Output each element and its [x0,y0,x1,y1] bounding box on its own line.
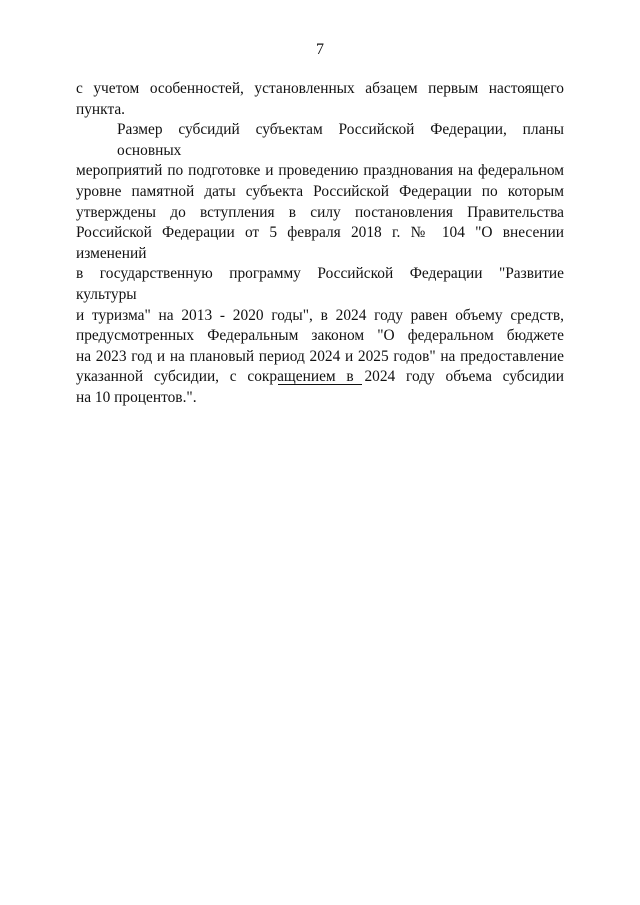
text-line: Российской Федерации от 5 февраля 2018 г. № 104 "О внесении изменений [76,224,564,262]
text-line: указанной субсидии, с сокращением в 2024 году объема субсидии [76,368,564,386]
text-line: и туризма" на 2013 - 2020 годы", в 2024 году равен объему средств, [76,306,564,324]
paragraph-continuation [76,79,564,120]
text-line: мероприятий по подготовке и проведению празднования на федеральном [76,162,564,180]
text-line: Размер субсидий субъектам Российской Федерации, планы основных [117,121,564,159]
text-line: уровне памятной даты субъекта Российской Федерации по которым [76,182,564,200]
text-line: в государственную программу Российской Федерации "Развитие культуры [76,265,564,303]
text-line: на 10 процентов.". [76,388,197,406]
document-body [76,79,564,409]
end-of-document-rule [278,384,362,385]
text-line: предусмотренных Федеральным законом "О федеральном бюджете [76,327,564,345]
text-line: на 2023 год и на плановый период 2024 и 2025 годов" на предоставление [76,347,564,365]
page-number: 7 [316,41,324,58]
text-line: с учетом особенностей, установленных абзацем первым настоящего [76,80,564,97]
paragraph-subsidy-amount [76,120,564,408]
text-line: утверждены до вступления в силу постановления Правительства [76,203,564,221]
text-line: пункта. [76,100,126,118]
